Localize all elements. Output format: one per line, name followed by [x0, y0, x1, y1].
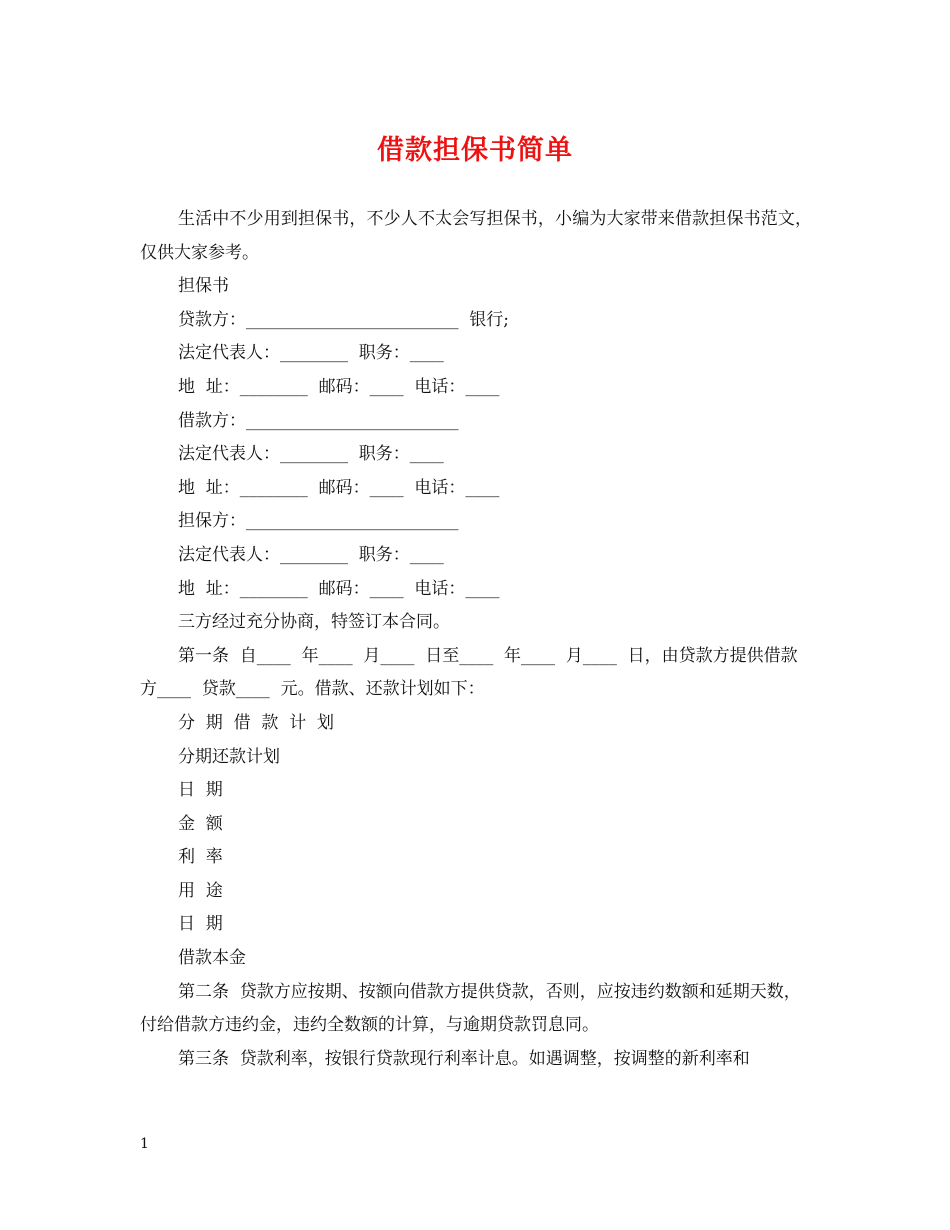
- paragraph-guarantor-address: 地 址：________ 邮码：____ 电话：____: [178, 578, 500, 599]
- paragraph-guarantor-representative: 法定代表人：________ 职务：____: [178, 544, 444, 565]
- paragraph-installment-loan-plan: 分 期 借 款 计 划: [178, 712, 335, 733]
- paragraph-borrower-representative: 法定代表人：________ 职务：____: [178, 444, 444, 465]
- paragraph-lender: 贷款方：_________________________ 银行;: [178, 309, 510, 330]
- paragraph-article-3: 第三条 贷款利率，按银行贷款现行利率计息。如遇调整，按调整的新利率和: [178, 1048, 750, 1069]
- paragraph-agreement: 三方经过充分协商，特签订本合同。: [178, 612, 450, 633]
- document-title: 借款担保书简单: [377, 135, 573, 166]
- paragraph-lender-address: 地 址：________ 邮码：____ 电话：____: [178, 376, 500, 397]
- paragraph-lender-representative: 法定代表人：________ 职务：____: [178, 343, 444, 364]
- paragraph-article-1: 第一条 自____ 年____ 月____ 日至____ 年____ 月____ 日，由贷款方提供借款方____ 贷款____ 元。借款、还款计划如下：: [140, 645, 798, 700]
- paragraph-borrower: 借款方：_________________________: [178, 410, 459, 431]
- paragraph-date: 日 期: [178, 780, 223, 801]
- paragraph-heading-guarantee: 担保书: [178, 276, 229, 297]
- paragraph-installment-repayment-plan: 分期还款计划: [178, 746, 280, 767]
- paragraph-intro: 生活中不少用到担保书，不少人不太会写担保书，小编为大家带来借款担保书范文，仅供大家参考。: [140, 209, 812, 263]
- paragraph-borrower-address: 地 址：________ 邮码：____ 电话：____: [178, 477, 500, 498]
- paragraph-purpose: 用 途: [178, 880, 223, 901]
- page-number: 1: [140, 1136, 149, 1152]
- paragraph-article-2: 第二条 贷款方应按期、按额向借款方提供贷款，否则，应按违约数额和延期天数，付给借款方违约金，违约全数额的计算，与逾期贷款罚息同。: [140, 981, 801, 1036]
- paragraph-interest-rate: 利 率: [178, 847, 223, 868]
- paragraph-principal: 借款本金: [178, 948, 246, 969]
- paragraph-amount: 金 额: [178, 813, 223, 834]
- document-body: [140, 203, 812, 1076]
- paragraph-guarantor: 担保方：_________________________: [178, 511, 459, 532]
- paragraph-date-2: 日 期: [178, 914, 223, 935]
